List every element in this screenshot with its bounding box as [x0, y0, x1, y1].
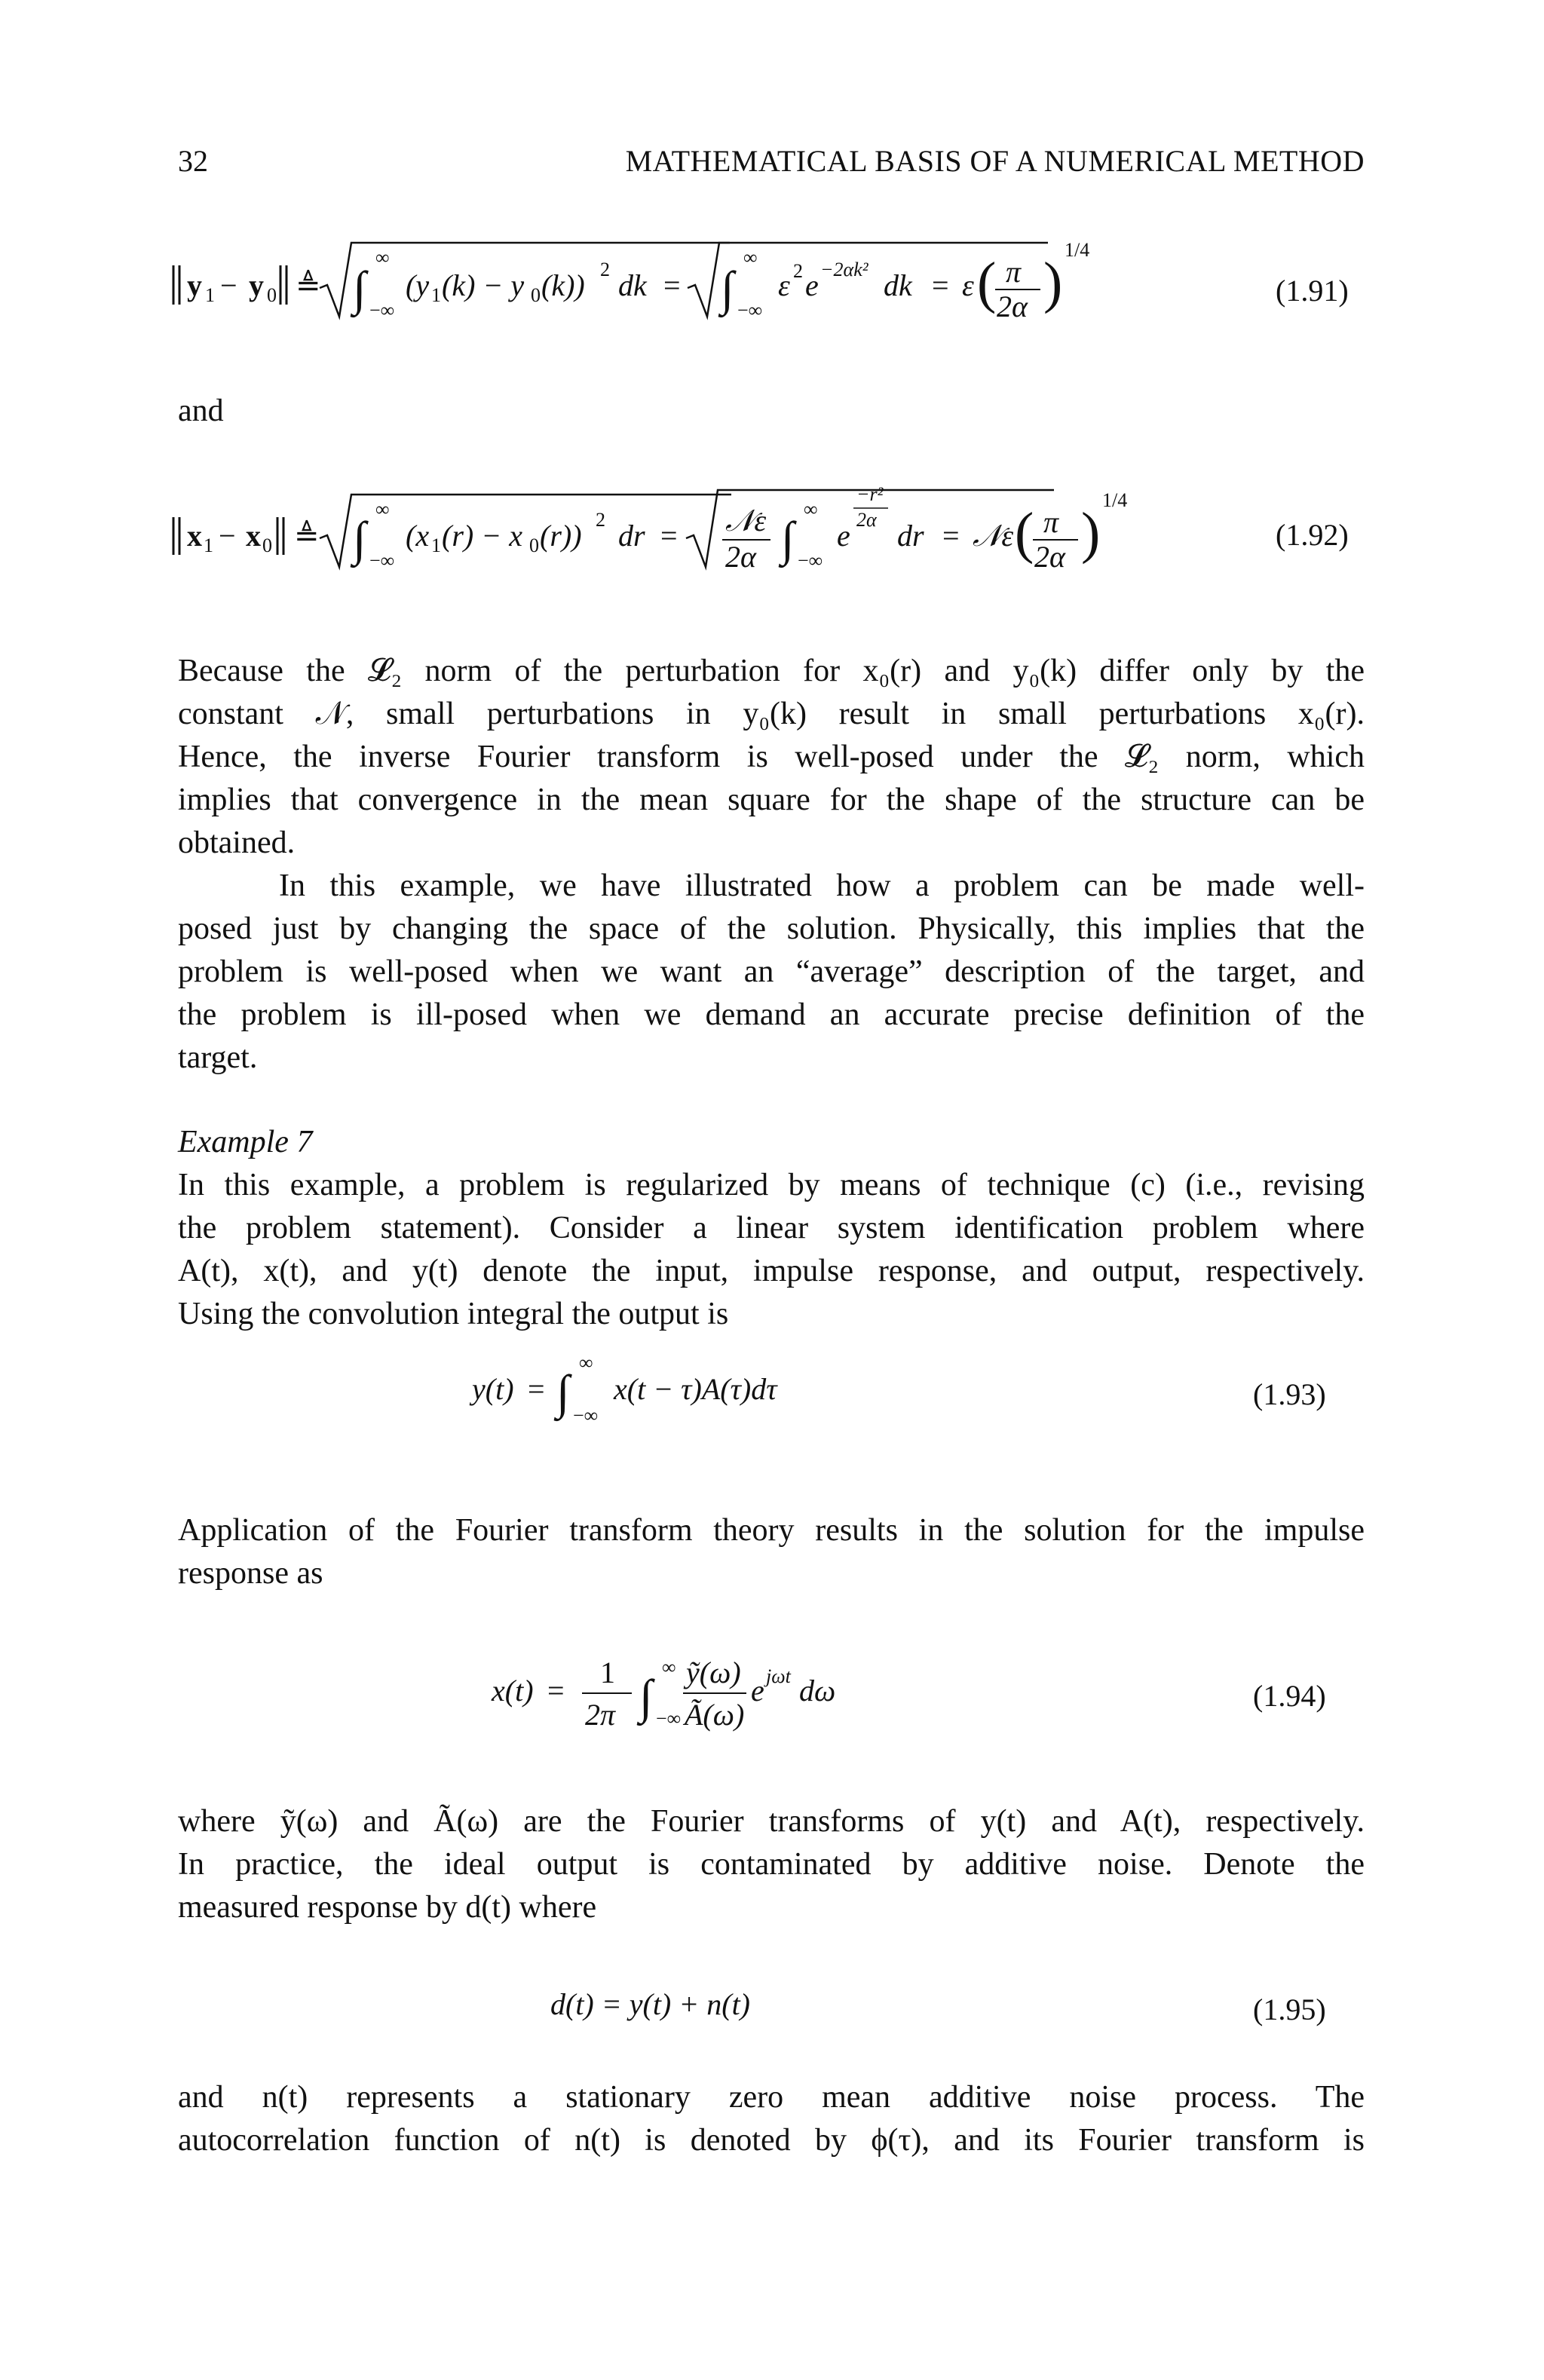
svg-text:e: e [837, 519, 850, 553]
equation-number: (1.91) [1276, 274, 1349, 308]
svg-text:ε: ε [962, 268, 974, 302]
svg-text:2π: 2π [585, 1698, 616, 1732]
svg-text:−∞: −∞ [573, 1404, 599, 1426]
svg-text:2α: 2α [1034, 540, 1065, 574]
running-title: MATHEMATICAL BASIS OF A NUMERICAL METHOD [625, 144, 1365, 178]
text-line: target. [178, 1040, 258, 1075]
svg-text:(y: (y [406, 268, 430, 302]
svg-text:1: 1 [431, 535, 441, 556]
svg-text:−∞: −∞ [369, 299, 395, 321]
svg-text:(r)): (r)) [540, 519, 582, 553]
svg-text:1: 1 [431, 284, 441, 306]
svg-text:ỹ(ω): ỹ(ω) [686, 1656, 741, 1689]
equation-1-95 [0, 1975, 1544, 2035]
text-line: constant 𝒩, small perturbations in y₀(k) result in small perturbations x₀(r). [178, 697, 1365, 731]
svg-text:(r) − x: (r) − x [442, 519, 522, 553]
text-line: obtained. [178, 825, 296, 860]
svg-text:∫: ∫ [353, 512, 366, 565]
svg-text:−∞: −∞ [798, 550, 823, 571]
text-line: In practice, the ideal output is contaminated by additive noise. Denote the [178, 1847, 1365, 1882]
equation-number: (1.94) [1253, 1679, 1326, 1713]
svg-text:2: 2 [596, 509, 605, 531]
svg-text:x: x [246, 519, 261, 553]
text-line: the problem is ill-posed when we demand an accurate precise definition of the [178, 997, 1365, 1032]
svg-text:∞: ∞ [804, 498, 818, 520]
svg-text:dr: dr [897, 519, 924, 553]
svg-text:π: π [1043, 505, 1059, 539]
svg-text:0: 0 [531, 284, 541, 306]
svg-text:−r²: −r² [856, 483, 884, 505]
svg-text:=: = [663, 268, 681, 302]
connector-word: and [178, 394, 224, 428]
svg-text:1/4: 1/4 [1065, 239, 1090, 261]
example-heading: Example 7 [178, 1125, 313, 1159]
svg-text:=: = [547, 1674, 565, 1708]
svg-text:2α: 2α [725, 540, 756, 574]
svg-text:y(t): y(t) [472, 1372, 514, 1406]
svg-text:): ) [1081, 501, 1101, 565]
svg-text:d(t) = y(t) + n(t): d(t) = y(t) + n(t) [550, 1987, 750, 2021]
svg-text:1: 1 [204, 535, 213, 556]
svg-text:2α: 2α [997, 289, 1028, 323]
svg-text:∞: ∞ [743, 247, 758, 268]
svg-text:x(t): x(t) [492, 1674, 534, 1708]
svg-text:∫: ∫ [639, 1670, 653, 1723]
svg-text:dr: dr [618, 519, 645, 553]
svg-text:jωt: jωt [766, 1665, 791, 1687]
svg-text:=: = [660, 519, 678, 553]
text-line: measured response by d(t) where [178, 1890, 597, 1925]
svg-text:1/4: 1/4 [1102, 489, 1128, 511]
svg-text:1: 1 [600, 1656, 615, 1689]
equation-number: (1.92) [1276, 518, 1349, 552]
equation-1-93 [0, 1349, 1544, 1432]
svg-text:(: ( [1015, 501, 1034, 565]
paragraph-well-posed [178, 865, 1365, 1080]
svg-text:0: 0 [262, 535, 272, 556]
svg-text:≜: ≜ [294, 519, 320, 553]
svg-text:0: 0 [529, 535, 539, 556]
svg-text:−∞: −∞ [737, 299, 763, 321]
text-line: the problem statement). Consider a linear system identification problem where [178, 1211, 1365, 1245]
paragraph-autocorrelation [178, 2076, 1365, 2162]
svg-text:−: − [220, 268, 237, 302]
svg-text:e: e [751, 1674, 764, 1708]
svg-text:−: − [219, 519, 236, 553]
svg-text:∞: ∞ [375, 247, 390, 268]
svg-text:−∞: −∞ [369, 550, 395, 571]
svg-text:1: 1 [205, 284, 215, 306]
svg-text:=: = [528, 1372, 545, 1406]
text-line: In this example, we have illustrated how a problem can be made well- [279, 868, 1365, 903]
text-line: In this example, a problem is regularized by means of technique (c) (i.e., revising [178, 1168, 1365, 1202]
paragraph-perturbation-norm [178, 650, 1365, 865]
svg-text:2: 2 [793, 260, 803, 282]
svg-text:2: 2 [600, 259, 610, 280]
page-number: 32 [178, 144, 208, 178]
svg-text:∞: ∞ [375, 498, 390, 520]
text-line: and n(t) represents a stationary zero mean additive noise process. The [178, 2080, 1365, 2115]
text-line: response as [178, 1556, 323, 1591]
svg-text:0: 0 [267, 284, 277, 306]
svg-text:−∞: −∞ [656, 1708, 682, 1729]
text-line: implies that convergence in the mean square for the shape of the structure can be [178, 783, 1365, 817]
svg-text:x: x [187, 519, 202, 553]
svg-text:(k)): (k)) [541, 268, 585, 302]
svg-text:dω: dω [799, 1674, 836, 1708]
svg-text:ε: ε [778, 268, 790, 302]
text-line: Using the convolution integral the output is [178, 1297, 729, 1331]
text-line: Hence, the inverse Fourier transform is well-posed under the 𝓛₂ norm, which [178, 740, 1365, 774]
svg-text:y: y [187, 268, 202, 302]
svg-text:−2αk²: −2αk² [820, 259, 868, 280]
svg-text:Ã(ω): Ã(ω) [685, 1698, 745, 1732]
svg-text:(x: (x [406, 519, 430, 553]
equation-number: (1.93) [1253, 1377, 1326, 1411]
text-line: autocorrelation function of n(t) is denoted by ϕ(τ), and its Fourier transform is [178, 2123, 1365, 2158]
svg-text:2α: 2α [856, 509, 877, 531]
equation-1-94 [0, 1636, 1544, 1749]
svg-text:𝒩ε: 𝒩ε [973, 519, 1014, 553]
svg-text:e: e [805, 268, 819, 302]
text-line: problem is well-posed when we want an “average” description of the target, and [178, 954, 1365, 989]
svg-text:dk: dk [884, 268, 912, 302]
paragraph-fourier-solution [178, 1509, 1365, 1595]
svg-text:y: y [249, 268, 264, 302]
text-line: posed just by changing the space of the solution. Physically, this implies that the [178, 911, 1365, 946]
svg-text:≜: ≜ [296, 268, 321, 302]
text-line: A(t), x(t), and y(t) denote the input, impulse response, and output, respectively. [178, 1254, 1365, 1288]
svg-text:=: = [942, 519, 960, 553]
svg-text:∫: ∫ [353, 262, 366, 315]
svg-text:x(t − τ)A(τ)dτ: x(t − τ)A(τ)dτ [614, 1372, 777, 1406]
svg-text:∫: ∫ [556, 1365, 570, 1419]
equation-1-92 [0, 467, 1544, 580]
page-header [178, 143, 1365, 181]
svg-text:∞: ∞ [662, 1656, 676, 1678]
paragraph-example-7 [178, 1164, 1365, 1336]
svg-text:(: ( [977, 251, 997, 314]
text-line: Application of the Fourier transform theory results in the solution for the impulse [178, 1513, 1365, 1548]
svg-text:(k) − y: (k) − y [442, 268, 525, 302]
svg-text:𝒩ε: 𝒩ε [725, 504, 767, 538]
text-line: Because the 𝓛₂ norm of the perturbation for x₀(r) and y₀(k) differ only by the [178, 654, 1365, 688]
svg-text:): ) [1043, 251, 1063, 314]
svg-text:∞: ∞ [579, 1352, 593, 1374]
svg-text:dk: dk [618, 268, 647, 302]
svg-text:∫: ∫ [721, 262, 734, 315]
equation-number: (1.95) [1253, 1993, 1326, 2026]
svg-text:=: = [932, 268, 949, 302]
paragraph-noise-model [178, 1800, 1365, 1929]
text-line: where ỹ(ω) and Ã(ω) are the Fourier transforms of y(t) and A(t), respectively. [178, 1804, 1365, 1839]
equation-1-91 [0, 226, 1544, 332]
svg-text:π: π [1006, 255, 1022, 289]
svg-text:∫: ∫ [781, 512, 795, 565]
